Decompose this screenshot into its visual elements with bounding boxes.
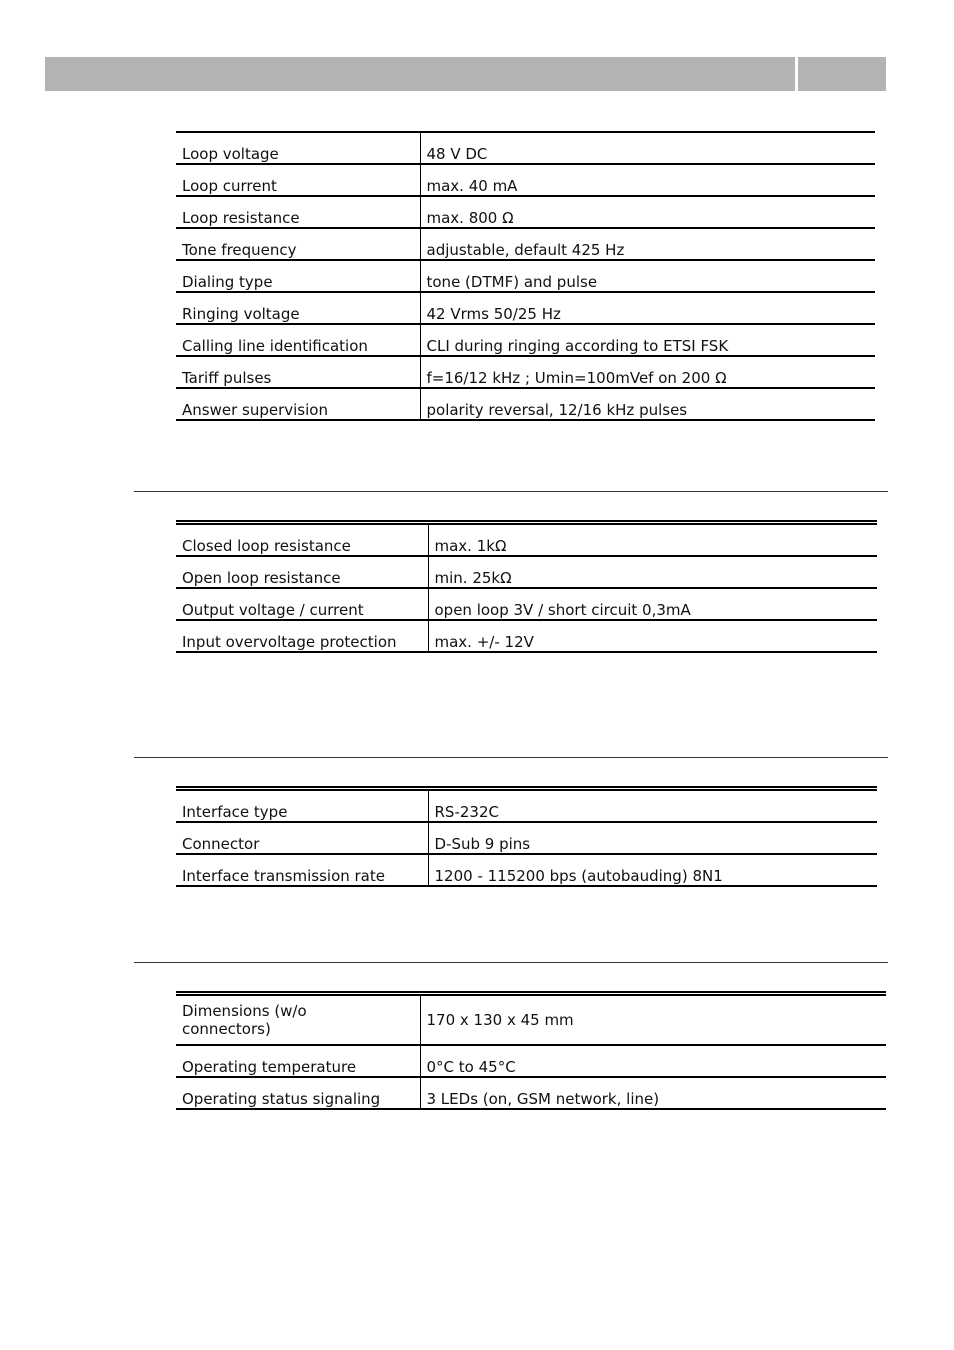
row-value: max. 1kΩ [428,523,877,557]
row-value: max. 40 mA [420,164,875,196]
table-row [176,994,886,1046]
row-value: CLI during ringing according to ETSI FSK [420,324,875,356]
table-row [176,854,877,886]
table-row [176,164,875,196]
loop-input-table [176,520,877,653]
table-row [176,588,877,620]
row-value: open loop 3V / short circuit 0,3mA [428,588,877,620]
row-label: Closed loop resistance [176,523,428,557]
row-value: D-Sub 9 pins [428,822,877,854]
row-value: 170 x 130 x 45 mm [420,994,886,1046]
row-label: Tariff pulses [176,356,420,388]
row-label: Dimensions (w/o connectors) [176,994,420,1046]
row-value: 3 LEDs (on, GSM network, line) [420,1077,886,1109]
row-label: Operating status signaling [176,1077,420,1109]
row-label: Dialing type [176,260,420,292]
row-label: Operating temperature [176,1045,420,1077]
table-row [176,1045,886,1077]
row-value: 48 V DC [420,132,875,164]
section-divider [134,491,888,492]
row-value: 42 Vrms 50/25 Hz [420,292,875,324]
row-value: polarity reversal, 12/16 kHz pulses [420,388,875,420]
table-row [176,620,877,652]
table-row [176,292,875,324]
row-value: RS-232C [428,789,877,823]
header-page-box [798,57,886,91]
row-label: Interface type [176,789,428,823]
row-label: Loop voltage [176,132,420,164]
row-label: Calling line identification [176,324,420,356]
table-row [176,556,877,588]
row-value: 0°C to 45°C [420,1045,886,1077]
table-row [176,196,875,228]
row-label: Output voltage / current [176,588,428,620]
header-bar [45,57,795,91]
row-label: Ringing voltage [176,292,420,324]
table-row [176,1077,886,1109]
section-divider [134,757,888,758]
row-value: max. +/- 12V [428,620,877,652]
row-label: Loop resistance [176,196,420,228]
section-divider [134,962,888,963]
table-row [176,324,875,356]
row-label: Tone frequency [176,228,420,260]
row-value: tone (DTMF) and pulse [420,260,875,292]
table-row [176,356,875,388]
row-value: min. 25kΩ [428,556,877,588]
row-label: Input overvoltage protection [176,620,428,652]
table-row [176,260,875,292]
general-table [176,991,886,1110]
table-row [176,388,875,420]
row-value: f=16/12 kHz ; Umin=100mVef on 200 Ω [420,356,875,388]
table-row [176,228,875,260]
row-label: Loop current [176,164,420,196]
row-label: Open loop resistance [176,556,428,588]
table-row [176,822,877,854]
row-label: Connector [176,822,428,854]
table-row [176,132,875,164]
row-value: 1200 - 115200 bps (autobauding) 8N1 [428,854,877,886]
row-label: Answer supervision [176,388,420,420]
table-row [176,789,877,823]
row-value: max. 800 Ω [420,196,875,228]
row-label: Interface transmission rate [176,854,428,886]
table-row [176,523,877,557]
subscriber-line-table [176,131,875,421]
row-value: adjustable, default 425 Hz [420,228,875,260]
serial-interface-table [176,786,877,887]
